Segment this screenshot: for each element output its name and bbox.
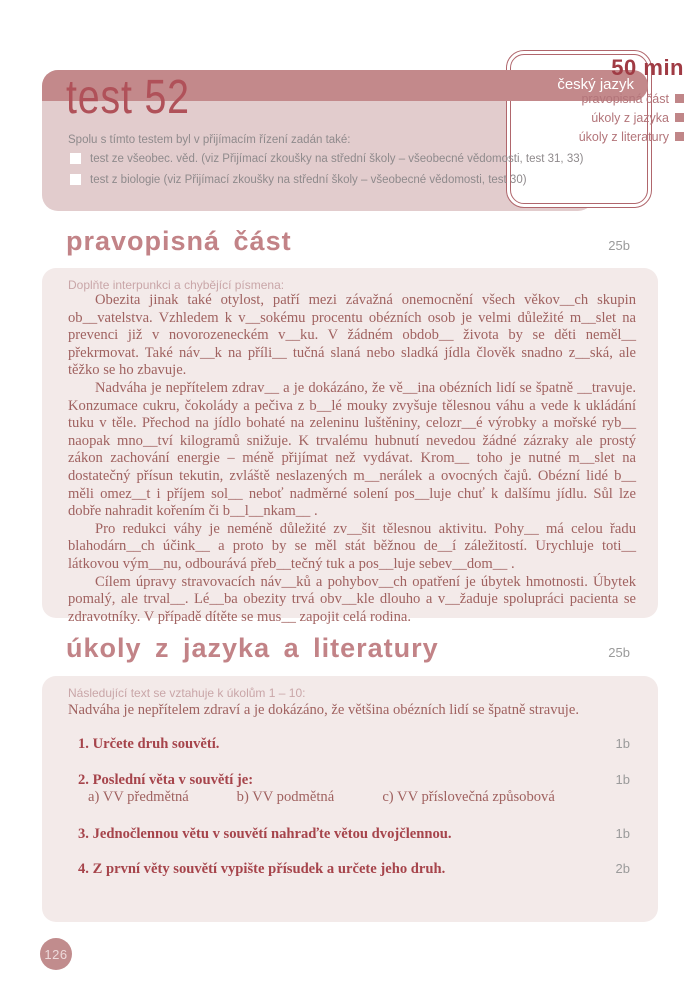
task-3-label: 3. Jednočlennou větu v souvětí nahraďte větou dvojčlennou. bbox=[78, 826, 452, 842]
dictation-instruction: Doplňte interpunkci a chybějící písmena: bbox=[68, 278, 285, 292]
task-2-label: 2. Poslední věta v souvětí je: bbox=[78, 772, 254, 788]
bullet-square-icon bbox=[675, 94, 684, 103]
list-item bbox=[70, 153, 583, 165]
page-number-badge: 126 bbox=[40, 938, 72, 970]
task-4-label: 4. Z první věty souvětí vypište přísudek a určete jeho druh. bbox=[78, 861, 446, 877]
section-points-badge: 25b bbox=[608, 238, 630, 253]
info-card-content bbox=[554, 55, 684, 147]
section-points-badge: 25b bbox=[608, 645, 630, 660]
dictation-box bbox=[42, 268, 658, 625]
bullet-square-icon bbox=[675, 113, 684, 122]
tasks-source-text: Nadváha je nepřítelem zdraví a je dokázáno, že většina obézních lidí se špatně stravuje. bbox=[68, 702, 579, 718]
content-item-ukoly-z-literatury: úkoly z literatury bbox=[554, 128, 684, 147]
checkbox-square-icon bbox=[70, 153, 81, 164]
dictation-paragraph: Cílem úpravy stravovacích náv__ků a pohybov__ch opatření je úbytek hmotnosti. Úbytek pomalý, ale trval__. Lé__ba obezity trvá obv__kle dlouho a v__žaduje spolupráci pacienta se zdravotníky. V případě dítěte se mus__ zapojit celá rodina. bbox=[68, 573, 636, 625]
checkbox-square-icon bbox=[70, 174, 81, 185]
subject-label: český jazyk bbox=[557, 76, 634, 93]
task-2-option-a: a) VV předmětná bbox=[88, 789, 189, 805]
content-item-pravopisna-cast: pravopisná část bbox=[554, 90, 684, 109]
dictation-paragraph: Nadváha je nepřítelem zdrav__ a je dokázáno, že vě__ina obézních lidí se špatně __travuje. Konzumace cukru, čokolády a pečiva z b__lé mouky zvyšuje tělesnou váhu a vede k ukládání tuku v těle. Přechod na jídlo bohaté na zeleninu luštěniny, celozr__é výrobky a mořské ryb__ naopak mno__tví kilogramů snižuje. K trvalému hubnutí nevedou žádné zázraky ale prostý zákon zachování energie – méně přijímat než vydávat. Krom__ toho je nutné m__slet na dostatečný přísun tekutin, zvláště neslazených m__nerálek a ovocných čajů. Obézní lidé b__ měli omez__t i příjem sol__ neboť nadměrné solení pos__luje chuť k dalšímu jídlu. Sůl lze dobře nahradit kořením či b__l__nkam__ . bbox=[68, 379, 636, 520]
tasks-box bbox=[42, 676, 658, 922]
bullet-square-icon bbox=[675, 132, 684, 141]
dictation-text bbox=[68, 292, 636, 626]
task-4-points: 2b bbox=[615, 861, 630, 876]
task-1-points: 1b bbox=[615, 736, 630, 751]
task-1-label: 1. Určete druh souvětí. bbox=[78, 736, 220, 752]
also-test-label: test z biologie (viz Přijímací zkoušky na střední školy – všeobecné vědomosti, test 30) bbox=[90, 174, 527, 186]
dictation-paragraph: Obezita jinak také otylost, patří mezi závažná onemocnění všech věkov__ch skupin ob__vatelstva. Vzhledem k v__sokému procentu obézních osob je velmi důležité m__slet na prevenci již v novorozeneckém v__ku. V žádném obdob__ života by se děti neměl__ překrmovat. Také náv__k na příli__ tučná slaná nebo sladká jídla člověk snadno z__ská, ale těžko se ho zbavuje. bbox=[68, 292, 636, 379]
task-3-points: 1b bbox=[615, 826, 630, 841]
duration-label: 50 min bbox=[611, 55, 684, 80]
section-title-ukoly: úkoly z jazyka a literatury bbox=[66, 633, 439, 663]
also-test-label: test ze všeobec. věd. (viz Přijímací zkoušky na střední školy – všeobecné vědomosti, test 31, 33) bbox=[90, 153, 584, 165]
task-2-points: 1b bbox=[615, 772, 630, 787]
dictation-paragraph: Pro redukci váhy je neméně důležité zv__šit tělesnou aktivitu. Pohy__ má celou řadu blahodárn__ch účink__ a proto by se měl stát běžnou de__í záležitostí. Urychluje toti__ látkovou vým__nu, odbourává přeb__tečný tuk a pos__luje sebev__dom__ . bbox=[68, 520, 636, 572]
list-item bbox=[70, 174, 527, 186]
task-2-option-b: b) VV podmětná bbox=[236, 789, 335, 805]
task-2-option-c: c) VV příslovečná způsobová bbox=[382, 789, 555, 805]
task-2-options bbox=[88, 789, 555, 806]
header-note: Spolu s tímto testem byl v přijímacím řízení zadán také: bbox=[68, 134, 351, 146]
content-item-ukoly-z-jazyka: úkoly z jazyka bbox=[554, 109, 684, 128]
tasks-instruction: Následující text se vztahuje k úkolům 1 – 10: bbox=[68, 686, 306, 700]
page-title: test 52 bbox=[66, 71, 190, 124]
section-title-pravopisna-cast: pravopisná část bbox=[66, 226, 292, 256]
